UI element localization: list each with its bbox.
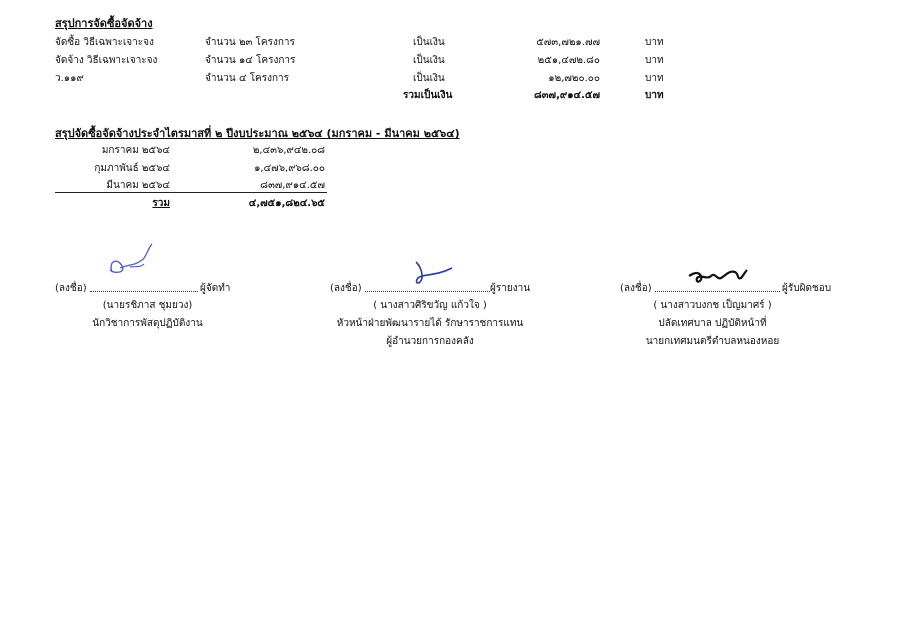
row1-unit: บาท (645, 37, 664, 48)
row3-count: จำนวน ๔ โครงการ (205, 73, 290, 84)
signature-2-name: ( นางสาวศิริขวัญ แก้วใจ ) (373, 300, 487, 311)
signature-1-line (90, 291, 198, 292)
row1-count: จำนวน ๒๓ โครงการ (205, 37, 295, 48)
signature-3-role: ผู้รับผิดชอบ (782, 283, 832, 294)
quarter-row2-amount: ๑,๔๗๖,๙๖๘.๐๐ (254, 163, 325, 174)
signature-3-prefix: (ลงชื่อ) (620, 283, 652, 294)
signature-2-role: ผู้รายงาน (490, 283, 531, 294)
signature-1-image (100, 240, 170, 280)
row2-money-label: เป็นเงิน (413, 55, 445, 66)
row1-amount: ๕๗๓,๗๒๑.๗๗ (536, 37, 600, 48)
quarter-total-amount: ๔,๗๕๑,๘๒๔.๖๕ (248, 198, 325, 209)
row3-money-label: เป็นเงิน (413, 73, 445, 84)
signature-3-position-1: ปลัดเทศบาล ปฏิบัติหน้าที่ (658, 318, 767, 329)
procurement-summary-title: สรุปการจัดซื้อจัดจ้าง (55, 17, 153, 30)
quarter-summary-title: สรุปจัดซื้อจัดจ้างประจำไตรมาสที่ ๒ ปีงบประมาณ ๒๕๖๔ (มกราคม - มีนาคม ๒๕๖๔) (55, 127, 460, 140)
signature-1-name: (นายรชิภาส ชุมยวง) (102, 300, 193, 311)
signature-3-name: ( นางสาวบงกช เป็ญมาศร์ ) (653, 300, 772, 311)
row2-unit: บาท (645, 55, 664, 66)
signature-3-line (655, 291, 780, 292)
signature-2-image (410, 258, 460, 290)
row2-label: จัดจ้าง วิธีเฉพาะเจาะจง (55, 55, 158, 66)
quarter-row1-month: มกราคม ๒๕๖๔ (101, 145, 170, 156)
signature-3-image (685, 266, 751, 288)
row1-label: จัดซื้อ วิธีเฉพาะเจาะจง (55, 37, 154, 48)
signature-1-role: ผู้จัดทำ (200, 283, 231, 294)
quarter-row3-amount: ๘๓๗,๙๑๔.๕๗ (260, 180, 325, 191)
signature-2-line (365, 291, 490, 292)
signature-1-position: นักวิชาการพัสดุปฏิบัติงาน (92, 318, 203, 329)
row2-count: จำนวน ๑๔ โครงการ (205, 55, 296, 66)
total-label: รวมเป็นเงิน (403, 90, 453, 101)
quarter-row3-month: มีนาคม ๒๕๖๔ (106, 180, 170, 191)
signature-3-position-2: นายกเทศมนตรีตำบลหนองหอย (645, 336, 780, 347)
total-amount: ๘๓๗,๙๑๔.๕๗ (534, 90, 600, 101)
row3-label: ว.๑๑๙ (55, 73, 84, 84)
signature-2-position-1: หัวหน้าฝ่ายพัฒนารายได้ รักษาราชการแทน (336, 318, 524, 329)
row3-unit: บาท (645, 73, 664, 84)
row2-amount: ๒๕๑,๔๗๒.๘๐ (537, 55, 600, 66)
signature-2-position-2: ผู้อำนวยการกองคลัง (386, 336, 474, 347)
row1-money-label: เป็นเงิน (413, 37, 445, 48)
quarter-total-rule (55, 192, 327, 193)
signature-2-prefix: (ลงชื่อ) (330, 283, 362, 294)
quarter-row1-amount: ๒,๔๓๖,๙๔๒.๐๘ (252, 145, 325, 156)
quarter-row2-month: กุมภาพันธ์ ๒๕๖๔ (94, 163, 170, 174)
total-unit: บาท (645, 90, 664, 101)
quarter-total-label: รวม (152, 198, 170, 209)
signature-1-prefix: (ลงชื่อ) (55, 283, 87, 294)
row3-amount: ๑๒,๗๒๐.๐๐ (548, 73, 600, 84)
